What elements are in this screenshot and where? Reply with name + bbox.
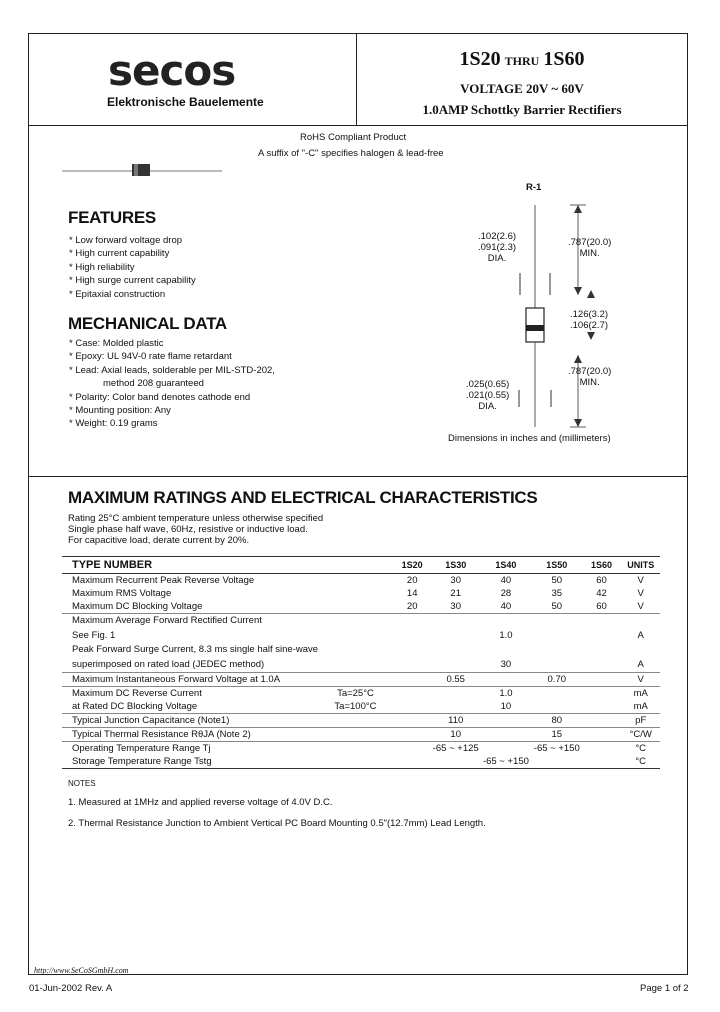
condition-line: Single phase half wave, 60Hz, resistive or inductive load. (68, 524, 308, 535)
table-cell (318, 656, 393, 673)
ratings-table (62, 556, 660, 769)
list-item: * High reliability (69, 261, 135, 273)
table-cell (432, 687, 480, 701)
table-cell: V (621, 673, 660, 687)
table-cell (532, 656, 582, 673)
row-label: Maximum Recurrent Peak Reverse Voltage (72, 575, 255, 586)
table-cell: mA (633, 701, 648, 712)
table-cell: °C (621, 742, 660, 756)
company-name: Elektronische Bauelemente (107, 95, 264, 109)
table-cell: -65 ~ +125 (432, 743, 479, 754)
list-item: * Weight: 0.19 grams (69, 418, 158, 430)
table-cell (532, 700, 582, 714)
mechanical-title: MECHANICAL DATA (68, 314, 227, 333)
table-cell: 40 (500, 601, 512, 612)
list-item: * Case: Molded plastic (69, 338, 164, 349)
table-cell (621, 614, 660, 628)
device-description: 1.0AMP Schottky Barrier Rectifiers (422, 102, 622, 117)
body-diameter-label (478, 231, 516, 264)
table-cell: pF (621, 714, 660, 728)
table-cell (318, 643, 393, 656)
table-cell (393, 627, 432, 643)
list-item: * Mounting position: Any (69, 405, 171, 417)
dim-text: .106(2.7) (570, 320, 609, 331)
row-label: Maximum RMS Voltage (72, 588, 172, 599)
row-label: Maximum Instantaneous Forward Voltage at 1.0A (62, 673, 318, 687)
table-cell: 10 (500, 701, 512, 712)
table-cell (532, 755, 582, 769)
table-cell (393, 700, 432, 714)
table-cell (393, 614, 432, 628)
table-row (62, 728, 660, 742)
list-item: method 208 guaranteed (103, 378, 204, 390)
dim-text: .091(2.3) (478, 242, 517, 253)
dim-text: .787(20.0) (568, 237, 612, 248)
row-label: Typical Junction Capacitance (Note1) (62, 714, 318, 728)
table-cell: 0.55 (432, 673, 480, 687)
header-bottom-line (28, 125, 688, 126)
table-cell: 15 (532, 728, 582, 742)
table-row (62, 587, 660, 600)
arrow-up-icon (574, 355, 582, 363)
footer-page: Page 1 of 2 (640, 983, 689, 994)
mechanical-list (69, 337, 275, 431)
features-title: FEATURES (68, 208, 156, 227)
table-cell: 50 (551, 601, 563, 612)
table-cell: -65 ~ +150 (480, 755, 532, 769)
row-label: Storage Temperature Range Tstg (62, 755, 318, 769)
table-cell (393, 656, 432, 673)
table-cell: 10 (432, 728, 480, 742)
list-item: * High current capability (69, 248, 170, 260)
column-header: 1S40 (480, 557, 532, 574)
table-cell: 40 (500, 575, 512, 586)
table-cell: 0.70 (532, 673, 582, 687)
lead-length-label-top (568, 237, 611, 259)
part-to: 1S60 (543, 48, 585, 70)
column-header (318, 557, 393, 574)
dim-text: .025(0.65) (466, 379, 510, 390)
table-cell: 50 (551, 575, 563, 586)
table-row (62, 600, 660, 614)
table-cell (318, 574, 393, 588)
dim-text: MIN. (579, 248, 600, 259)
table-cell: 1.0 (480, 687, 532, 701)
table-cell (582, 714, 622, 728)
row-label: Operating Temperature Range Tj (62, 742, 318, 756)
table-cell: °C/W (621, 728, 660, 742)
table-cell: V (637, 588, 644, 599)
table-cell (393, 714, 432, 728)
list-item: * Polarity: Color band denotes cathode end (69, 391, 251, 403)
voltage-range: VOLTAGE 20V ~ 60V (460, 81, 584, 96)
table-cell (393, 687, 432, 701)
table-cell (582, 656, 622, 673)
rating-conditions (68, 513, 323, 546)
list-item: * Lead: Axial leads, solderable per MIL-STD-202, (69, 364, 275, 376)
thru-word: THRU (504, 54, 540, 68)
list-item: * Epoxy: UL 94V-0 rate flame retardant (69, 351, 232, 363)
table-cell (582, 700, 622, 714)
table-cell: Ta=25°C (318, 687, 393, 701)
table-cell (532, 614, 582, 628)
table-cell (480, 614, 532, 628)
column-header: 1S20 (393, 557, 432, 574)
table-cell: A (637, 629, 644, 641)
table-row (62, 700, 660, 714)
table-row (62, 742, 660, 756)
row-label: at Rated DC Blocking Voltage (72, 701, 198, 712)
list-item: * Epitaxial construction (69, 288, 166, 300)
section-divider (28, 476, 688, 477)
note-1: 1. Measured at 1MHz and applied reverse voltage of 4.0V D.C. (68, 797, 333, 808)
dim-text: .126(3.2) (570, 309, 609, 320)
table-cell (582, 687, 622, 701)
table-header-row (62, 557, 660, 574)
table-row (62, 643, 660, 656)
table-cell (318, 728, 393, 742)
rohs-line-1: RoHS Compliant Product (300, 132, 407, 143)
table-cell: -65 ~ +150 (533, 743, 580, 754)
list-item: * Low forward voltage drop (69, 235, 183, 246)
arrow-up-icon (574, 205, 582, 213)
table-row (62, 627, 660, 643)
table-cell (621, 643, 660, 656)
table-cell: 35 (551, 588, 563, 599)
table-row (62, 656, 660, 673)
table-cell (532, 643, 582, 656)
table-cell (318, 614, 393, 628)
table-cell (318, 587, 393, 600)
table-cell (393, 728, 432, 742)
table-cell (532, 687, 582, 701)
condition-line: For capacitive load, derate current by 20%. (68, 535, 250, 546)
list-item: * High surge current capability (69, 275, 196, 287)
table-row (62, 714, 660, 728)
table-cell (318, 742, 393, 756)
table-cell: 28 (500, 588, 512, 599)
table-cell (432, 700, 480, 714)
row-label: See Fig. 1 (72, 629, 116, 641)
row-label: Peak Forward Surge Current, 8.3 ms single half sine-wave (72, 644, 319, 655)
footer-url: http://www.SeCoSGmbH.com (34, 966, 129, 975)
dim-text: .021(0.55) (466, 390, 510, 401)
dim-text: .102(2.6) (478, 231, 517, 242)
table-cell (318, 714, 393, 728)
diode-thumbnail-icon (62, 163, 222, 177)
arrow-down-icon (574, 419, 582, 427)
table-cell (393, 755, 432, 769)
table-cell: 30 (500, 658, 512, 670)
row-label: Typical Thermal Resistance RθJA (Note 2) (62, 728, 318, 742)
table-cell (393, 673, 432, 687)
table-cell (318, 627, 393, 643)
column-header: 1S30 (432, 557, 480, 574)
table-cell (432, 656, 480, 673)
table-cell: 30 (450, 575, 461, 586)
table-cell (480, 643, 532, 656)
table-cell (480, 673, 532, 687)
cathode-band (526, 325, 544, 331)
column-header: 1S50 (532, 557, 582, 574)
table-cell (480, 714, 532, 728)
table-cell (582, 673, 622, 687)
table-cell: 21 (450, 588, 461, 599)
table-row (62, 755, 660, 769)
lead-diameter-label (466, 379, 509, 412)
table-cell (432, 614, 480, 628)
table-cell (432, 627, 480, 643)
table-cell: 1.0 (499, 629, 513, 641)
table-cell (480, 728, 532, 742)
package-name: R-1 (526, 182, 542, 193)
table-cell: 20 (406, 575, 418, 586)
table-cell: 42 (596, 588, 607, 599)
secos-logo: secos (108, 46, 236, 95)
row-label: Maximum DC Blocking Voltage (72, 601, 203, 612)
table-cell: V (637, 575, 644, 586)
table-cell (432, 755, 480, 769)
table-cell: 60 (596, 601, 607, 612)
notes-title: NOTES (68, 779, 96, 788)
lead-length-label-bottom (568, 366, 611, 388)
dimensions-caption: Dimensions in inches and (millimeters) (448, 433, 611, 444)
table-cell: A (637, 658, 644, 670)
part-from: 1S20 (459, 48, 501, 70)
table-cell (393, 643, 432, 656)
column-header: 1S60 (582, 557, 622, 574)
dim-text: DIA. (478, 401, 497, 412)
table-cell (318, 755, 393, 769)
table-cell (532, 627, 582, 643)
table-cell: 30 (450, 601, 461, 612)
arrow-up-icon (587, 290, 595, 298)
arrow-down-icon (574, 287, 582, 295)
table-cell (582, 614, 622, 628)
table-row (62, 687, 660, 701)
rohs-line-2: A suffix of "-C" specifies halogen & lead-free (258, 148, 444, 159)
table-cell: 60 (596, 575, 607, 586)
condition-line: Rating 25°C ambient temperature unless otherwise specified (68, 513, 324, 524)
dim-text: DIA. (487, 253, 507, 264)
arrow-down-icon (587, 332, 595, 340)
note-2: 2. Thermal Resistance Junction to Ambient Vertical PC Board Mounting 0.5"(12.7mm) Lead Length. (68, 818, 486, 829)
table-cell: Ta=100°C (334, 701, 377, 712)
table-cell (432, 643, 480, 656)
ratings-title: MAXIMUM RATINGS AND ELECTRICAL CHARACTERISTICS (68, 488, 538, 507)
column-header: UNITS (621, 557, 660, 574)
table-cell (318, 673, 393, 687)
table-cell: 80 (532, 714, 582, 728)
table-cell: mA (621, 687, 660, 701)
table-cell: °C (621, 755, 660, 769)
row-label: Maximum Average Forward Rectified Current (62, 614, 318, 628)
dim-text: MIN. (579, 377, 600, 388)
table-cell: 14 (406, 588, 418, 599)
table-cell (582, 742, 622, 756)
body-length-label (570, 309, 608, 331)
row-label: Maximum DC Reverse Current (62, 687, 318, 701)
column-header: TYPE NUMBER (62, 557, 318, 574)
row-label: superimposed on rated load (JEDEC method) (72, 658, 265, 670)
table-row (62, 574, 660, 588)
table-cell (582, 728, 622, 742)
table-cell (582, 755, 622, 769)
table-cell: 110 (432, 714, 480, 728)
table-cell (318, 600, 393, 614)
table-cell: 20 (406, 601, 418, 612)
table-cell (480, 742, 532, 756)
footer-date-rev: 01-Jun-2002 Rev. A (29, 983, 113, 994)
table-row (62, 673, 660, 687)
table-cell (393, 742, 432, 756)
table-cell: V (637, 601, 644, 612)
table-cell (582, 627, 622, 643)
dim-text: .787(20.0) (568, 366, 612, 377)
table-cell (582, 643, 622, 656)
table-row (62, 614, 660, 628)
features-list (69, 234, 196, 301)
part-title (356, 48, 688, 71)
